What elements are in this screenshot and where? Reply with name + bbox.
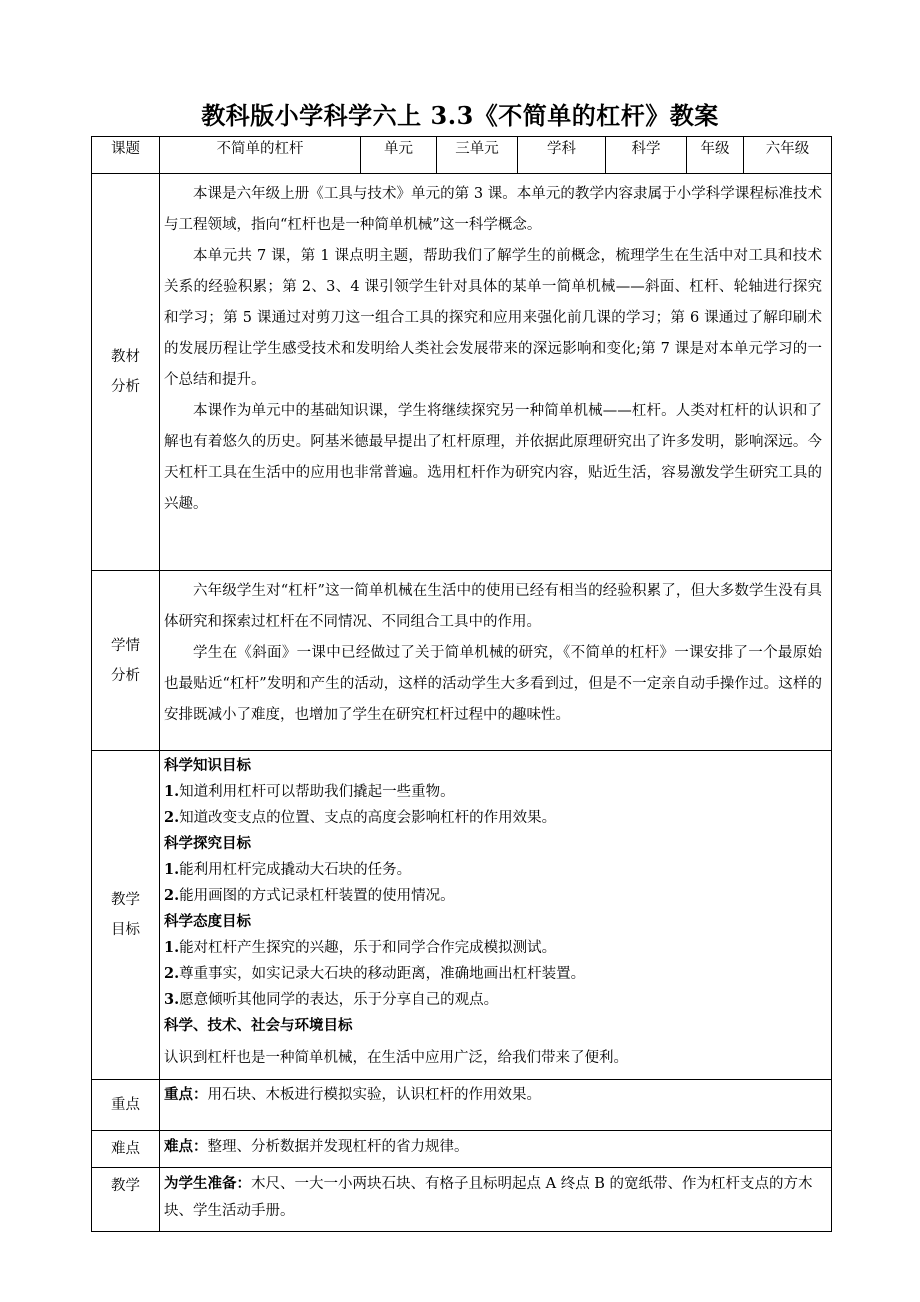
key-point-row xyxy=(92,1080,832,1131)
difficulty-label: 难点 xyxy=(92,1131,160,1168)
preparation-label: 教学 xyxy=(92,1168,160,1232)
goal-item: 2.知道改变支点的位置、支点的高度会影响杠杆的作用效果。 xyxy=(164,809,557,826)
teaching-goals-row xyxy=(92,751,832,1080)
material-paragraph: 本课是六年级上册《工具与技术》单元的第 3 课。本单元的教学内容隶属于小学科学课程标准技术与工程领域，指向“杠杆也是一种简单机械”这一科学概念。 xyxy=(164,186,822,233)
material-analysis-label: 教材 分析 xyxy=(92,174,160,571)
goal-item: 2.能用画图的方式记录杠杆装置的使用情况。 xyxy=(164,887,455,904)
unit-value: 三单元 xyxy=(437,137,518,174)
student-analysis-label: 学情 分析 xyxy=(92,571,160,751)
preparation-content: 为学生准备：木尺、一大一小两块石块、有格子且标明起点 A 终点 B 的宽纸带、作为杠杆支点的方木块、学生活动手册。 xyxy=(160,1168,832,1232)
course-value: 不简单的杠杆 xyxy=(160,137,361,174)
course-label: 课题 xyxy=(92,137,160,174)
attitude-goal-heading: 科学态度目标 xyxy=(164,913,251,930)
goal-item: 1.知道利用杠杆可以帮助我们撬起一些重物。 xyxy=(164,783,455,800)
unit-label: 单元 xyxy=(361,137,437,174)
teaching-goals-label: 教学 目标 xyxy=(92,751,160,1080)
material-analysis-content xyxy=(160,174,832,571)
page-title: 教科版小学科学六上 3.3《不简单的杠杆》教案 xyxy=(201,101,719,130)
difficulty-content: 难点：整理、分析数据并发现杠杆的省力规律。 xyxy=(160,1131,832,1168)
goal-item: 1.能利用杠杆完成撬动大石块的任务。 xyxy=(164,861,412,878)
key-point-label: 重点 xyxy=(92,1080,160,1131)
material-paragraph: 本单元共 7 课，第 1 课点明主题，帮助我们了解学生的前概念，梳理学生在生活中对工具和技术关系的经验积累；第 2、3、4 课引领学生针对具体的某单一简单机械——斜面、杠杆、轮轴进行探究和学习；第 5 课通过对剪刀这一组合工具的探究和应用来强化前几课的学习；第 6 课通过了解印刷术的发展历程让学生感受技术和发明给人类社会发展带来的深远影响和变化;第 7 课是对本单元学习的一个总结和提升。 xyxy=(164,248,822,388)
teaching-goals-content xyxy=(160,751,832,1080)
material-paragraph: 本课作为单元中的基础知识课，学生将继续探究另一种简单机械——杠杆。人类对杠杆的认识和了解也有着悠久的历史。阿基米德最早提出了杠杆原理，并依据此原理研究出了许多发明，影响深远。今天杠杆工具在生活中的应用也非常普遍。选用杠杆作为研究内容，贴近生活，容易激发学生研究工具的兴趣。 xyxy=(164,403,822,512)
goal-item: 认识到杠杆也是一种简单机械，在生活中应用广泛，给我们带来了便利。 xyxy=(164,1050,628,1066)
preparation-row xyxy=(92,1168,832,1232)
goal-item: 2.尊重事实，如实记录大石块的移动距离，准确地画出杠杆装置。 xyxy=(164,965,586,982)
knowledge-goal-heading: 科学知识目标 xyxy=(164,757,251,774)
grade-value: 六年级 xyxy=(744,137,832,174)
inquiry-goal-heading: 科学探究目标 xyxy=(164,835,251,852)
student-paragraph: 六年级学生对“杠杆”这一简单机械在生活中的使用已经有相当的经验积累了，但大多数学生没有具体研究和探索过杠杆在不同情况、不同组合工具中的作用。 xyxy=(164,583,822,630)
difficulty-row xyxy=(92,1131,832,1168)
student-paragraph: 学生在《斜面》一课中已经做过了关于简单机械的研究，《不简单的杠杆》一课安排了一个最原始也最贴近“杠杆”发明和产生的活动，这样的活动学生大多看到过，但是不一定亲自动手操作过。这样的安排既减小了难度，也增加了学生在研究杠杆过程中的趣味性。 xyxy=(164,645,822,723)
subject-label: 学科 xyxy=(518,137,606,174)
header-row xyxy=(92,137,832,174)
goal-item: 1.能对杠杆产生探究的兴趣，乐于和同学合作完成模拟测试。 xyxy=(164,939,557,956)
key-point-content: 重点：用石块、木板进行模拟实验，认识杠杆的作用效果。 xyxy=(160,1080,832,1131)
grade-label: 年级 xyxy=(687,137,744,174)
subject-value: 科学 xyxy=(606,137,687,174)
lesson-plan-table xyxy=(91,136,832,1232)
student-analysis-content xyxy=(160,571,832,751)
goal-item: 3.愿意倾听其他同学的表达，乐于分享自己的观点。 xyxy=(164,991,499,1008)
material-analysis-row xyxy=(92,174,832,571)
student-analysis-row xyxy=(92,571,832,751)
stse-goal-heading: 科学、技术、社会与环境目标 xyxy=(164,1017,353,1034)
